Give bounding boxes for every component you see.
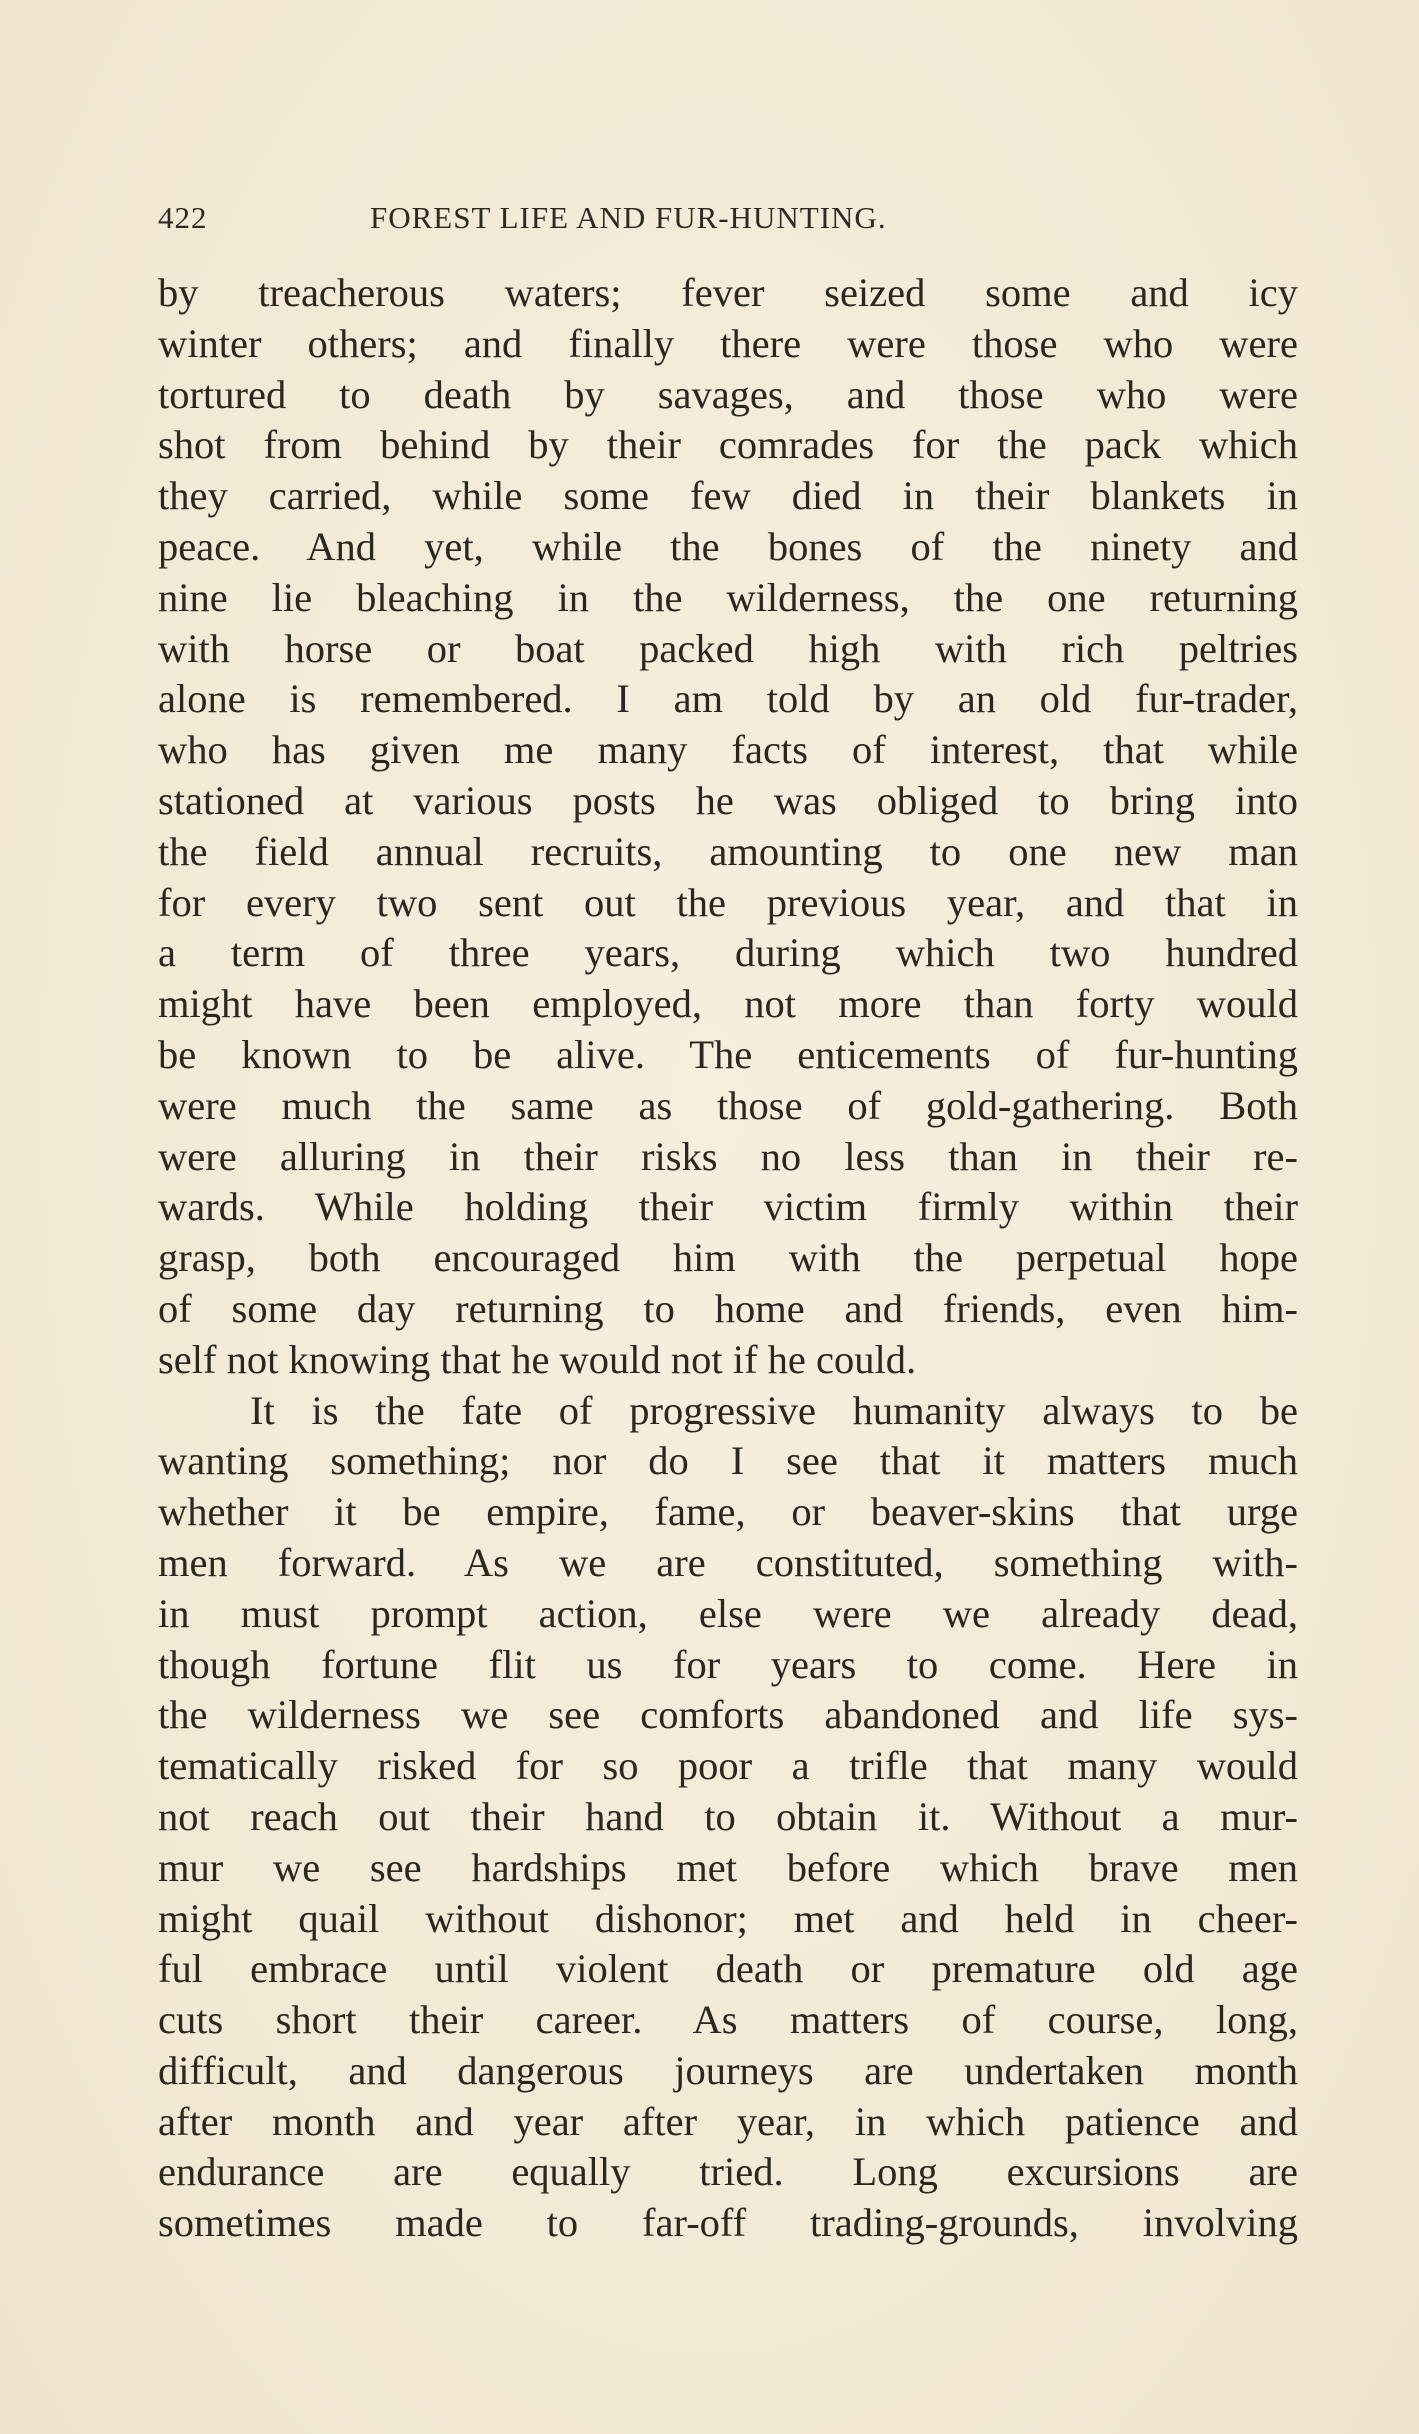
text-line: grasp, both encouraged him with the perpetual hope (158, 1235, 1298, 1281)
text-line: with horse or boat packed high with rich peltries (158, 625, 1298, 671)
text-line: though fortune flit us for years to come. Here in (158, 1641, 1298, 1687)
text-line: wards. While holding their victim firmly within their (158, 1184, 1298, 1230)
page-number: 422 (158, 200, 208, 235)
text-line: by treacherous waters; fever seized some and icy (158, 270, 1298, 315)
text-line: difficult, and dangerous journeys are undertaken month (158, 2047, 1298, 2093)
body-text (158, 268, 1298, 2249)
running-title: FOREST LIFE AND FUR-HUNTING. (370, 200, 887, 235)
text-line: the wilderness we see comforts abandoned and life sys- (158, 1692, 1298, 1738)
page-header (158, 200, 1298, 240)
text-line: a term of three years, during which two hundred (158, 930, 1298, 976)
paragraph-start-line: It is the fate of progressive humanity always to be (250, 1387, 1298, 1433)
text-line: might have been employed, not more than forty would (158, 981, 1298, 1027)
text-line: whether it be empire, fame, or beaver-skins that urge (158, 1489, 1298, 1535)
text-line: cuts short their career. As matters of course, long, (158, 1997, 1298, 2043)
text-line: stationed at various posts he was obliged to bring into (158, 777, 1298, 823)
text-line: not reach out their hand to obtain it. Without a mur- (158, 1793, 1298, 1839)
text-line: sometimes made to far-off trading-grounds, involving (158, 2200, 1298, 2246)
text-line: they carried, while some few died in their blankets in (158, 473, 1298, 519)
text-line: for every two sent out the previous year, and that in (158, 879, 1298, 925)
paragraph-end-line: self not knowing that he would not if he could. (158, 1336, 917, 1382)
text-line: tematically risked for so poor a trifle that many would (158, 1743, 1298, 1789)
text-line: ful embrace until violent death or premature old age (158, 1946, 1298, 1992)
text-line: were much the same as those of gold-gathering. Both (158, 1082, 1298, 1128)
text-line: after month and year after year, in which patience and (158, 2098, 1298, 2144)
text-line: were alluring in their risks no less than in their re- (158, 1133, 1298, 1179)
text-line: alone is remembered. I am told by an old fur-trader, (158, 676, 1298, 722)
text-line: tortured to death by savages, and those who were (158, 371, 1298, 417)
text-line: be known to be alive. The enticements of fur-hunting (158, 1031, 1298, 1077)
text-line: men forward. As we are constituted, something with- (158, 1539, 1298, 1585)
text-line: mur we see hardships met before which brave men (158, 1844, 1298, 1890)
text-line: peace. And yet, while the bones of the ninety and (158, 523, 1298, 569)
text-line: in must prompt action, else were we already dead, (158, 1590, 1298, 1636)
text-line: nine lie bleaching in the wilderness, the one returning (158, 574, 1298, 620)
text-line: the field annual recruits, amounting to one new man (158, 828, 1298, 874)
text-line: of some day returning to home and friends, even him- (158, 1285, 1298, 1331)
text-line: endurance are equally tried. Long excursions are (158, 2149, 1298, 2195)
text-line: winter others; and finally there were those who were (158, 320, 1298, 366)
text-line: wanting something; nor do I see that it matters much (158, 1438, 1298, 1484)
text-line: shot from behind by their comrades for the pack which (158, 422, 1298, 468)
text-line: might quail without dishonor; met and held in cheer- (158, 1895, 1298, 1941)
text-line: who has given me many facts of interest, that while (158, 727, 1298, 773)
